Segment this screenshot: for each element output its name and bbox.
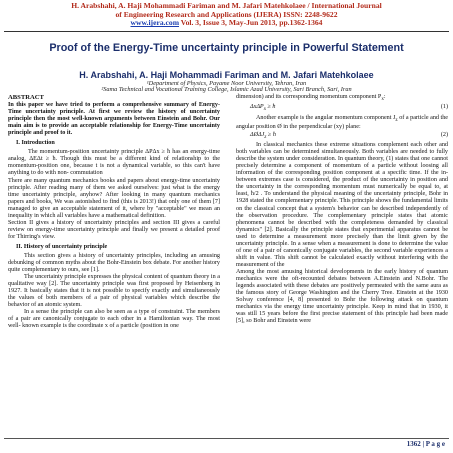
right-paragraph-4: Among the most amusing historical developments in the early history of quantum mechanics were the oft-recounted debates between A.Einstein and N.Bohr. The legends associated with these debates are positively permeated with the same aura as the famous story of George Washington and the Cherry Tree. Einstein at the 1930 Solvay conference [4, 8] presented to Bohr the following attack on quantum mechanics via the energy time uncertainty principle. Keep in mind that in 1930, it was still 15 years before the first precise statement of this principle had been made [5], so Bohr and Einstein were — [236, 268, 448, 325]
footer-divider — [4, 438, 449, 439]
right-paragraph-1-text: dimension) and its corresponding momentum component P — [236, 94, 382, 100]
equation-2 — [236, 132, 448, 141]
equation-1-sub: x — [263, 106, 266, 113]
equation-1-lhs: ΔxΔP — [250, 104, 264, 111]
px-subscript: x — [381, 96, 384, 103]
intro-paragraph-3: Section II gives a history of uncertainty principles and section III gives a careful review on energy-time uncertainty principle and finally we present a detailed proof for Thirring's view. — [8, 219, 220, 240]
affiliation-2: ²Sama Technical and Vocational Training College, Islamic Azad University, Sari Branch, Sari, Iran — [101, 86, 352, 93]
equation-2-rhs: ≥ ħ — [266, 131, 276, 138]
history-paragraph-2: The uncertainty principle expresses the physical content of quantum theory in a qualitative way [2]. The uncertainty principle was first proposed by Heisenberg in 1927. It basically states that it is not possible to specify exactly and simultaneously the values of both members of a pair of physical variables which describe the behavior of an atomic system. — [8, 274, 220, 309]
right-paragraph-2-text: Another example is the angular momentum component J — [256, 114, 396, 121]
equation-1-body — [250, 104, 275, 113]
history-paragraph-3: In a sense the principle can also be seen as a type of constraint. The members of a pair are canonically conjugate to each other in a Hamiltonian way. The most well- known example is the coordinate x of a particle (position in one — [8, 309, 220, 330]
right-paragraph-2 — [236, 115, 448, 131]
right-paragraph-1: dimension) and its corresponding momentum component $P_x$: — [236, 94, 386, 103]
journal-header — [4, 2, 449, 28]
history-paragraph-1: This section gives a history of uncertainty principles, including an amusing debunking of common myths about the Bohr-Einstein box debate. For another history quite complementary to ours, see [1]. — [8, 252, 220, 274]
equation-2-body — [250, 132, 276, 141]
journal-header-line1: H. Arabshahi, A. Haji Mohammadi Fariman and M. Jafari Matehkolaee / International Journal — [71, 1, 382, 10]
right-paragraph-3: In classical mechanics these extreme situations complement each other and both variables can be determined simultaneously. Both variables are needed to fully describe the system under consideration. In quantum theory, (1) states that one cannot precisely determine a component of momentum of a particle without loosing all information of the corresponding position component at a specific time. If the in- between extremes case is considered, the product of the uncertainty in position and the uncertainty in the corresponding momentum must numerically be equal to, at least, ħ/2 . To understand the physical meaning of the uncertainty principle, Bohr in 1928 stated the complementary principle. This principle shows the fundamental limits on the classical concept that a system's behavior can be described independently of the observation procedure. The complementary principle states that atomic phenomena cannot be described with the completeness demanded by classical dynamics" [2]. Basically the principle states that experimental apparatus cannot be used to determine a measurement more precisely than the limit given by the uncertainty principle. In a sense when a measurement is done to determine the value of one of a pair of canonically conjugate variables, the second variable experiences a shift in value. This shift cannot be calculated exactly without interfering with the measurement of the — [236, 142, 448, 268]
equation-2-number: (2) — [440, 131, 448, 138]
paper-title: Proof of the Energy-Time uncertainty principle in Powerful Statement — [49, 42, 404, 54]
journal-volume-info: Vol. 3, Issue 3, May-Jun 2013, pp.1362-1364 — [180, 18, 323, 28]
intro-paragraph-1: The momentum-position uncertainty principle ΔPΔx ≥ ħ has an energy-time analog, ΔEΔt ≥ ħ. Though this must be a different kind of relationship to the momentum-position one, because t is not a dynamical variable, so this can't have anything to do with non- commutation — [8, 149, 220, 177]
journal-header-line3 — [4, 19, 449, 28]
equation-2-sub: z — [264, 134, 267, 141]
section-history-heading: II. History of uncertainty principle — [16, 243, 108, 250]
equation-1 — [236, 104, 448, 113]
equation-2-lhs: ΔØΔJ — [250, 131, 265, 138]
journal-url-link[interactable]: www.ijera.com — [130, 18, 180, 28]
page-number: 1362 | P a g e — [406, 440, 445, 448]
section-introduction-heading: I. Introduction — [16, 140, 55, 147]
header-divider — [4, 31, 449, 32]
journal-header-line2: of Engineering Research and Applications (IJERA) ISSN: 2248-9622 — [115, 9, 338, 19]
right-column — [236, 94, 448, 325]
jz-subscript: z — [395, 116, 398, 123]
abstract-heading: ABSTRACT — [8, 94, 44, 101]
page-footer — [4, 438, 449, 451]
paper-authors: H. Arabshahi, A. Haji Mohammadi Fariman and M. Jafari Matehkolaee — [79, 70, 374, 80]
equation-1-number: (1) — [440, 104, 448, 111]
left-column — [8, 94, 220, 331]
affiliation-1: ¹Department of Physics, Payame Noor University, Tehran, Iran — [146, 80, 307, 87]
abstract-text: In this paper we have tried to perform a comprehensive summary of Energy-Time uncertainty principle. At first we review the history of uncertainty principle then the most well-known arguments between Einstein and Bohr. Our main aim is to provide an acceptable relationship for Energy-Time uncertainty principle and proof to it. — [8, 102, 220, 137]
intro-paragraph-2: There are many quantum mechanics books and papers about energy-time uncertainty principle. After reading many of them we asked ourselves: just what is the energy time uncertainty principle, anyhow? After looking in many quantum mechanics papers and books, We was astonished to find (this is 2013!) that only one of them [7] managed to give an acceptable statement of it, where by "acceptable" we mean an inequality in which all variables have a mathematical definition. — [8, 177, 220, 219]
equation-1-rhs: ≥ ħ — [265, 104, 276, 111]
right-paragraph-2-rest: of a particle and the angular position Ø in the perpendicular (xy) plane: — [236, 114, 449, 130]
